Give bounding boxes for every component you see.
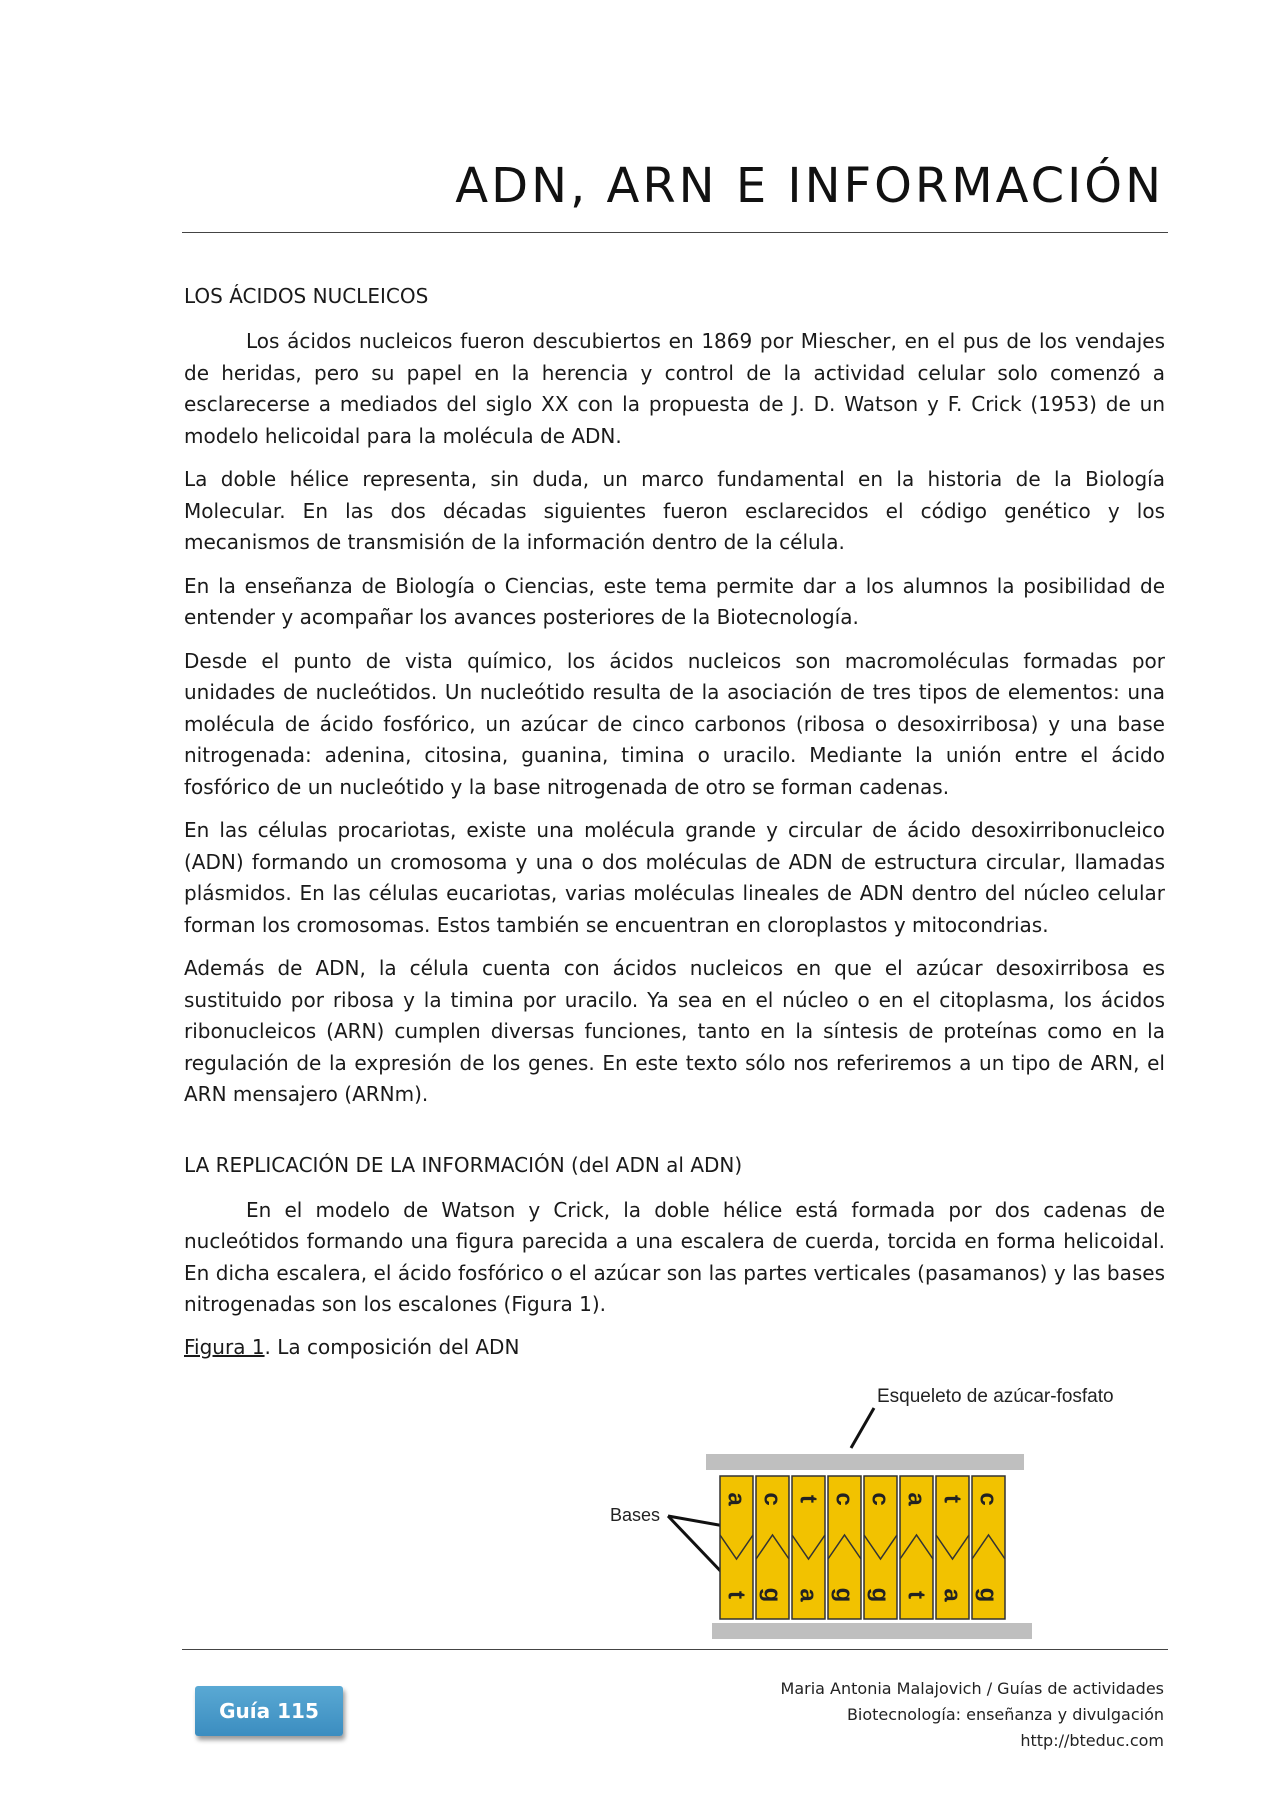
paragraph-7: En el modelo de Watson y Crick, la doble hélice está formada por dos cadenas de nucleótidos formando una figura parecida a una escalera de cuerda, torcida en forma helicoidal. En dicha escalera, el ácido fosfórico o el azúcar son las partes verticales (pasamanos) y las bases nitrogenadas son los escalones (Figura 1). xyxy=(184,1197,1165,1316)
base-letter-bottom: a xyxy=(794,1588,822,1602)
backbone-bottom xyxy=(712,1623,1032,1639)
base-letter-top: c xyxy=(974,1492,1002,1506)
base-letter-top: t xyxy=(938,1495,966,1503)
base-pairs xyxy=(720,1476,1005,1619)
base-letter-bottom: g xyxy=(866,1587,894,1603)
base-letter-top: c xyxy=(830,1492,858,1506)
section-heading-replicacion: LA REPLICACIÓN DE LA INFORMACIÓN (del ADN al ADN) xyxy=(184,1152,743,1177)
base-letter-bottom: g xyxy=(830,1587,858,1603)
backbone-label: Esqueleto de azúcar-fosfato xyxy=(877,1386,1114,1407)
base-letter-bottom: t xyxy=(722,1591,750,1599)
paragraph-1: Los ácidos nucleicos fueron descubiertos en 1869 por Miescher, en el pus de los vendajes de heridas, pero su papel en la herencia y control de la actividad celular solo comenzó a esclarecerse a mediados del siglo XX con la propuesta de J. D. Watson y F. Crick (1953) de un modelo helicoidal para la molécula de ADN. xyxy=(184,329,1165,448)
base-letter-top: c xyxy=(758,1492,786,1506)
backbone-top xyxy=(706,1454,1024,1470)
paragraph-4: Desde el punto de vista químico, los ácidos nucleicos son macromoléculas formadas por unidades de nucleótidos. Un nucleótido resulta de la asociación de tres tipos de elementos: una molécula de ácido fosfórico, un azúcar de cinco carbonos (ribosa o desoxirribosa) y una base nitrogenada: adenina, citosina, guanina, timina o uracilo. Mediante la unión entre el ácido fosfórico de un nucleótido y la base nitrogenada de otro se forman cadenas. xyxy=(184,648,1165,799)
base-letter-bottom: g xyxy=(974,1587,1002,1603)
base-letter-bottom: a xyxy=(938,1588,966,1602)
bases-label: Bases xyxy=(610,1505,661,1525)
header-divider xyxy=(182,232,1168,233)
guide-badge: Guía 115 xyxy=(195,1686,343,1736)
main-content xyxy=(184,282,1165,1361)
page-title: ADN, ARN E INFORMACIÓN xyxy=(455,158,1164,214)
base-letter-top: t xyxy=(794,1495,822,1503)
paragraph-2: La doble hélice representa, sin duda, un marco fundamental en la historia de la Biología Molecular. En las dos décadas siguientes fueron esclarecidos el código genético y los mecanismos de transmisión de la información dentro de la célula. xyxy=(184,467,1165,554)
base-letter-top: a xyxy=(722,1492,750,1506)
backbone-pointer xyxy=(851,1408,874,1448)
footer-divider xyxy=(182,1649,1168,1650)
dna-composition-figure xyxy=(600,1375,1200,1645)
figure-caption-text: . La composición del ADN xyxy=(264,1334,520,1359)
section-heading-acidos: LOS ÁCIDOS NUCLEICOS xyxy=(184,284,429,308)
figure-caption-label: Figura 1 xyxy=(184,1334,265,1359)
base-letter-top: a xyxy=(902,1492,930,1506)
footer-url: http://bteduc.com xyxy=(1020,1731,1164,1750)
footer-info xyxy=(600,1676,1164,1754)
paragraph-6: Además de ADN, la célula cuenta con ácidos nucleicos en que el azúcar desoxirribosa es sustituido por ribosa y la timina por uracilo. Ya sea en el núcleo o en el citoplasma, los ácidos ribonucleicos (ARN) cumplen diversas funciones, tanto en la síntesis de proteínas como en la regulación de la expresión de los genes. En este texto sólo nos referiremos a un tipo de ARN, el ARN mensajero (ARNm). xyxy=(184,956,1165,1106)
base-letter-bottom: g xyxy=(758,1587,786,1603)
base-letter-bottom: t xyxy=(902,1591,930,1599)
paragraph-5: En las células procariotas, existe una molécula grande y circular de ácido desoxirribonucleico (ADN) formando un cromosoma y una o dos moléculas de ADN de estructura circular, llamadas plásmidos. En las células eucariotas, varias moléculas lineales de ADN dentro del núcleo celular forman los cromosomas. Estos también se encuentran en cloroplastos y mitocondrias. xyxy=(184,818,1165,937)
paragraph-3: En la enseñanza de Biología o Ciencias, este tema permite dar a los alumnos la posibilidad de entender y acompañar los avances posteriores de la Biotecnología. xyxy=(184,573,1165,629)
footer-author: Maria Antonia Malajovich / Guías de actividades xyxy=(780,1679,1164,1698)
figure-caption xyxy=(184,1333,1165,1361)
footer-subtitle: Biotecnología: enseñanza y divulgación xyxy=(846,1705,1164,1724)
base-letter-top: c xyxy=(866,1492,894,1506)
